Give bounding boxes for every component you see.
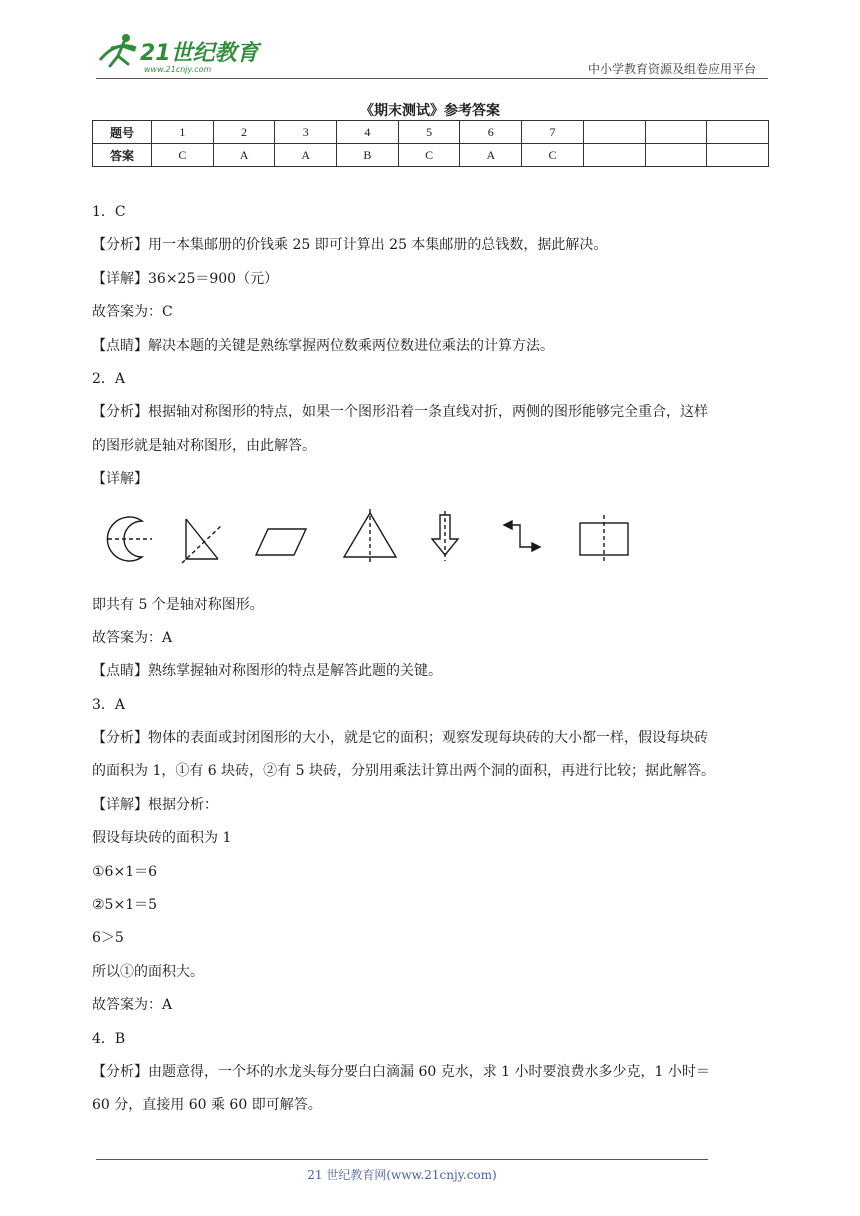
table-cell: C (398, 144, 460, 167)
answer-text: 故答案为：C (92, 304, 173, 321)
table-cell: A (460, 144, 522, 167)
detail-text: 【详解】 (92, 471, 148, 488)
analysis-text: 的图形就是轴对称图形，由此解答。 (92, 437, 316, 454)
detail-text: ②5×1＝5 (92, 897, 158, 914)
comment-text: 【点睛】解决本题的关键是熟练掌握两位数乘两位数进位乘法的计算方法。 (92, 337, 554, 354)
comment-text: 【点睛】熟练掌握轴对称图形的特点是解答此题的关键。 (92, 663, 442, 680)
table-cell: 7 (522, 121, 584, 144)
detail-text: 【详解】根据分析： (92, 796, 218, 813)
table-cell (707, 144, 769, 167)
header-divider (96, 78, 768, 79)
analysis-text: 【分析】根据轴对称图形的特点，如果一个图形沿着一条直线对折，两侧的图形能够完全重合，这样 (92, 404, 708, 421)
table-cell: B (337, 144, 399, 167)
analysis-text: 【分析】物体的表面或封闭图形的大小，就是它的面积；观察发现每块砖的大小都一样，假设每块砖 (92, 730, 708, 747)
question-number: 2．A (92, 370, 126, 387)
question-number: 4．B (92, 1030, 126, 1047)
page-title: 《期末测试》参考答案 (360, 103, 500, 119)
row-label: 题号 (93, 121, 152, 144)
table-row (93, 121, 769, 144)
isosceles-triangle-figure (344, 509, 396, 565)
footer-link[interactable]: 21 世纪教育网(www.21cnjy.com) (307, 1168, 497, 1182)
table-cell (707, 121, 769, 144)
detail-text: ①6×1＝6 (92, 863, 158, 880)
detail-text: 所以①的面积大。 (92, 963, 204, 980)
figures-svg (102, 505, 662, 575)
crescent-figure (107, 517, 152, 561)
table-cell: A (213, 144, 275, 167)
detail-text: 即共有 5 个是轴对称图形。 (92, 596, 264, 613)
question-number: 1．C (92, 204, 126, 220)
detail-text: 假设每块砖的面积为 1 (92, 830, 232, 847)
table-cell (645, 144, 707, 167)
table-cell: 3 (275, 121, 337, 144)
page-header (96, 30, 768, 78)
rectangle-figure (580, 515, 628, 563)
row-label: 答案 (93, 144, 152, 167)
triangle-figure (182, 519, 222, 563)
question-number: 3．A (92, 696, 126, 713)
arrow-figure (432, 511, 458, 561)
table-cell: 6 (460, 121, 522, 144)
zigzag-arrow-figure (504, 521, 540, 551)
table-cell: 5 (398, 121, 460, 144)
detail-text: 6＞5 (92, 930, 124, 947)
answer-text: 故答案为：A (92, 629, 173, 646)
analysis-text: 【分析】用一本集邮册的价钱乘 25 即可计算出 25 本集邮册的总钱数，据此解决。 (92, 237, 608, 254)
analysis-text: 【分析】由题意得，一个坏的水龙头每分要白白滴漏 60 克水，求 1 小时要浪费水多少克，1 小时＝ (92, 1063, 710, 1080)
site-logo (96, 30, 266, 76)
table-cell (583, 121, 645, 144)
answer-content (92, 196, 772, 1123)
table-cell: 1 (152, 121, 214, 144)
parallelogram-figure (256, 529, 306, 555)
detail-text: 【详解】36×25＝900（元） (92, 270, 279, 287)
table-row (93, 144, 769, 167)
table-cell: 2 (213, 121, 275, 144)
svg-text:21世纪教育: 21世纪教育 (140, 41, 259, 66)
table-cell (645, 121, 707, 144)
answer-text: 故答案为：A (92, 997, 173, 1014)
svg-text:www.21cnjy.com: www.21cnjy.com (144, 65, 212, 74)
table-cell: C (522, 144, 584, 167)
analysis-text: 60 分，直接用 60 乘 60 即可解答。 (92, 1097, 322, 1114)
footer-divider (96, 1159, 708, 1160)
symmetry-figures (92, 497, 772, 589)
answer-table (92, 120, 769, 167)
table-cell: 4 (337, 121, 399, 144)
table-cell (583, 144, 645, 167)
analysis-text: 的面积为 1，①有 6 块砖，②有 5 块砖，分别用乘法计算出两个洞的面积，再进行比较；据此解答。 (92, 763, 715, 780)
table-cell: C (152, 144, 214, 167)
platform-name: 中小学教育资源及组卷应用平台 (587, 62, 756, 76)
table-cell: A (275, 144, 337, 167)
